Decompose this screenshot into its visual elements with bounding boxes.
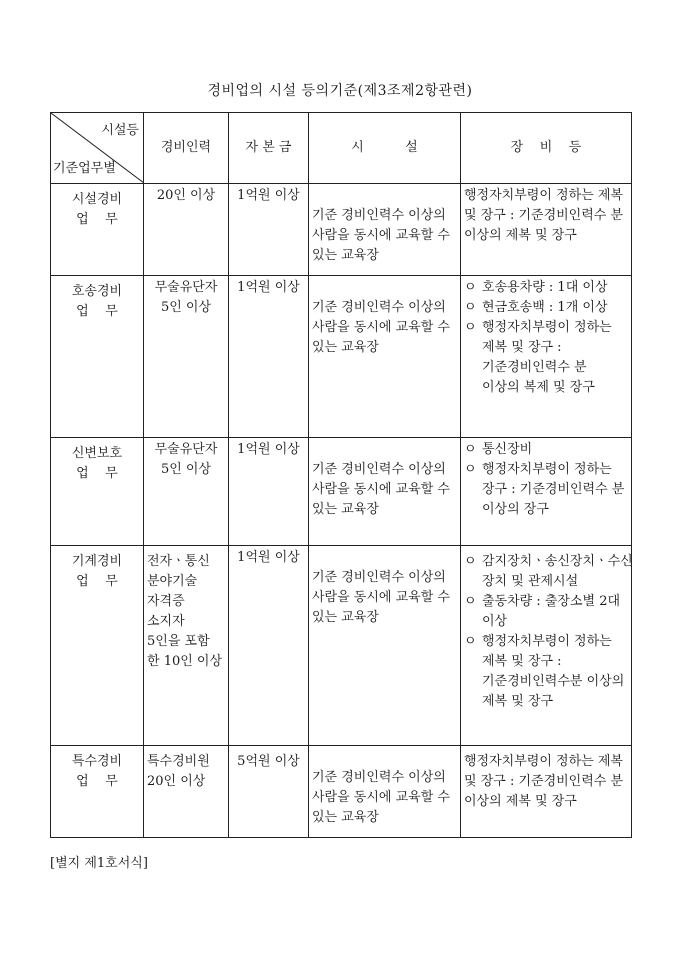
header-capital: 자 본 금	[229, 113, 309, 184]
table-row	[51, 438, 632, 546]
list-item: ㅇ 호송용차량 : 1대 이상	[464, 280, 608, 295]
capital-cell: 1억원 이상	[229, 438, 309, 546]
header-personnel: 경비인력	[144, 113, 229, 184]
facility-cell: 기준 경비인력수 이상의 사람을 동시에 교육할 수 있는 교육장	[309, 276, 461, 438]
header-equipment: 장 비 등	[461, 113, 632, 184]
business-type-cell: 특수경비 업 무	[51, 746, 144, 838]
header-facility-label: 시설등	[101, 123, 139, 138]
personnel-cell: 전자ㆍ통신 분야기술 자격증 소지자 5인을 포함 한 10인 이상	[144, 546, 229, 746]
table-row	[51, 184, 632, 276]
form-reference-note: [별지 제1호서식]	[50, 856, 148, 871]
standards-table	[50, 112, 632, 838]
facility-cell: 기준 경비인력수 이상의 사람을 동시에 교육할 수 있는 교육장	[309, 546, 461, 746]
capital-cell: 1억원 이상	[229, 184, 309, 276]
document-title: 경비업의 시설 등의기준(제3조제2항관련)	[207, 83, 473, 99]
capital-cell: 5억원 이상	[229, 746, 309, 838]
capital-cell: 1억원 이상	[229, 546, 309, 746]
equipment-cell	[461, 438, 632, 546]
personnel-cell: 무술유단자 5인 이상	[144, 276, 229, 438]
table-row	[51, 546, 632, 746]
personnel-cell: 20인 이상	[144, 184, 229, 276]
list-item: ㅇ 행정자치부령이 정하는 제복 및 장구 : 기준경비인력수 분 이상의 복제 및 장구	[464, 320, 612, 395]
table-header-row	[51, 113, 632, 184]
facility-cell: 기준 경비인력수 이상의 사람을 동시에 교육할 수 있는 교육장	[309, 438, 461, 546]
list-item: ㅇ 출동차량 : 출장소별 2대 이상	[464, 594, 621, 629]
facility-cell: 기준 경비인력수 이상의 사람을 동시에 교육할 수 있는 교육장	[309, 746, 461, 838]
equipment-cell: 행정자치부령이 정하는 제복 및 장구 : 기준경비인력수 분 이상의 제복 및 장구	[461, 746, 632, 838]
table-row	[51, 746, 632, 838]
personnel-cell: 무술유단자 5인 이상	[144, 438, 229, 546]
list-item: ㅇ 감지장치ㆍ송신장치ㆍ수신 장치 및 관제시설	[464, 554, 633, 589]
list-item: ㅇ 행정자치부령이 정하는 제복 및 장구 : 기준경비인력수분 이상의 제복 및 장구	[464, 634, 625, 709]
list-item: ㅇ 현금호송백 : 1개 이상	[464, 300, 608, 315]
equipment-cell	[461, 276, 632, 438]
business-type-cell: 신변보호 업 무	[51, 438, 144, 546]
list-item: ㅇ 행정자치부령이 정하는 장구 : 기준경비인력수 분 이상의 장구	[464, 462, 625, 517]
equipment-cell: 행정자치부령이 정하는 제복 및 장구 : 기준경비인력수 분 이상의 제복 및 장구	[461, 184, 632, 276]
business-type-cell: 시설경비 업 무	[51, 184, 144, 276]
facility-cell: 기준 경비인력수 이상의 사람을 동시에 교육할 수 있는 교육장	[309, 184, 461, 276]
business-type-cell: 기계경비 업 무	[51, 546, 144, 746]
header-business-label: 기준업무별	[53, 161, 116, 176]
business-type-cell: 호송경비 업 무	[51, 276, 144, 438]
capital-cell: 1억원 이상	[229, 276, 309, 438]
diagonal-header-cell	[51, 113, 144, 184]
list-item: ㅇ 통신장비	[464, 442, 533, 457]
table-row	[51, 276, 632, 438]
header-facility: 시 설	[309, 113, 461, 184]
equipment-cell	[461, 546, 632, 746]
personnel-cell: 특수경비원 20인 이상	[144, 746, 229, 838]
